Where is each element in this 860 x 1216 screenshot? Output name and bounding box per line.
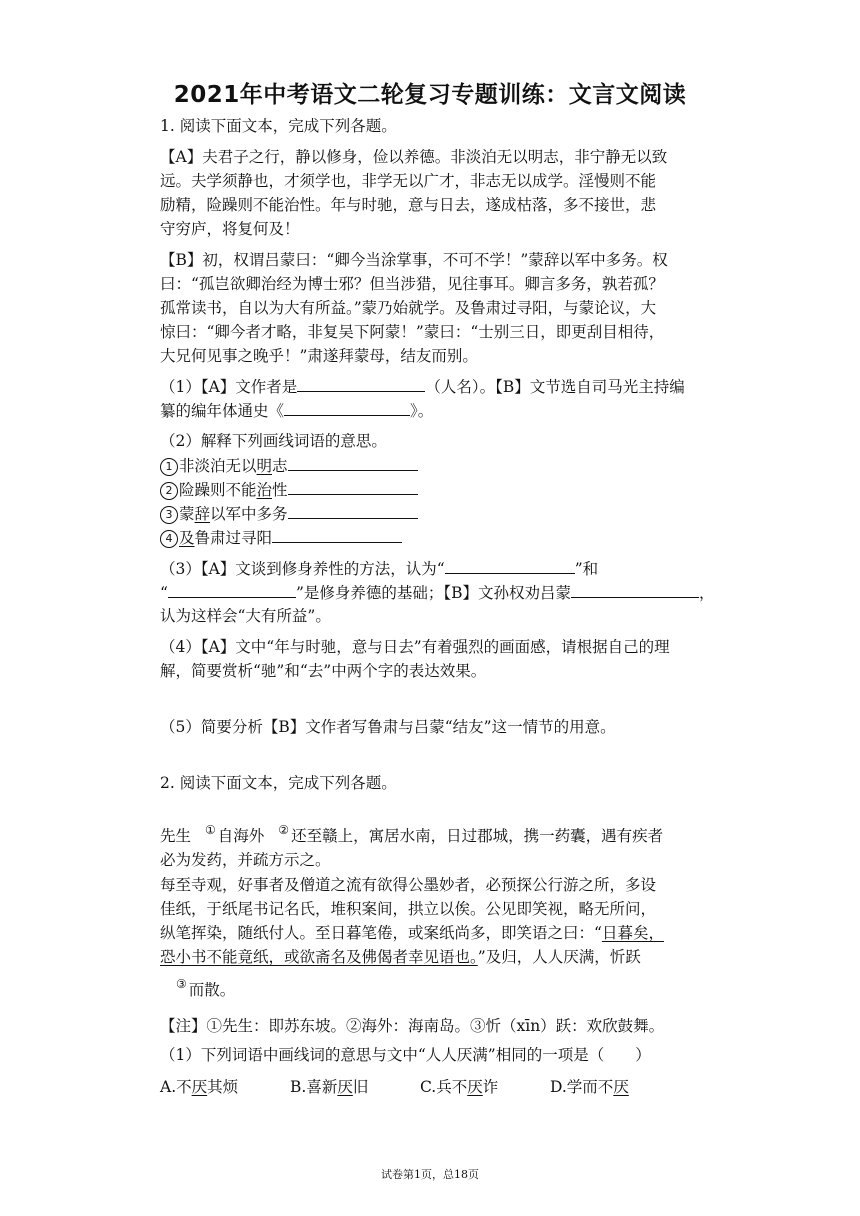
underlined-word: 厌 <box>613 1078 629 1096</box>
option-a[interactable] <box>160 1075 238 1099</box>
q2-paragraph-2-line: 佳纸，于纸尾书记名氏，堆积案间，拱立以俟。公见即笑视，略无所问， <box>160 900 657 918</box>
underlined-word: 明 <box>256 457 273 475</box>
page-title: 2021年中考语文二轮复习专题训练：文言文阅读 <box>173 82 687 108</box>
q2-intro: 2. 阅读下面文本，完成下列各题。 <box>160 774 397 792</box>
q1-sub4-text: （4）【A】文中“年与时驰，意与日去”有着强烈的画面感，请根据自己的理 <box>160 638 670 656</box>
q1-passage-a-line: 励精，险躁则不能治性。年与时驰，意与日去，遂成枯落，多不接世，悲 <box>160 196 657 214</box>
item-text: 非淡泊无以 <box>179 457 257 475</box>
q1-passage-a-line: 守穷庐，将复何及！ <box>160 220 300 238</box>
item-text: 险躁则不能 <box>179 481 257 499</box>
q1-passage-b-line: 大兄何见事之晚乎！”肃遂拜蒙母，结友而别。 <box>160 347 478 365</box>
q1-sub3-line <box>160 580 715 605</box>
q1-sub1-line <box>160 398 433 423</box>
option-text: C.兵不 <box>420 1078 468 1096</box>
method-answer-blank[interactable] <box>445 556 575 574</box>
item-text: 志 <box>272 457 288 475</box>
q2-sub1-text: （1）下列词语中画线词的意思与文中“人人厌满”相同的一项是（ ） <box>160 1046 651 1064</box>
q2-paragraph-2-line: 每至寺观，好事者及僧道之流有欲得公墨妙者，必预探公行游之所，多设 <box>160 876 657 894</box>
option-text: A.不 <box>160 1078 192 1096</box>
option-c[interactable] <box>420 1075 498 1099</box>
q1-sub1-text: （人名）。【B】文节选自司马光主持编 <box>425 378 685 396</box>
q1-passage-b-line: 曰：“孤岂欲卿治经为博士邪？但当涉猎，见往事耳。卿言多务，孰若孤？ <box>160 275 664 293</box>
underlined-word: 厌 <box>337 1078 353 1096</box>
q1-sub4-text: 解，简要赏析“驰”和“去”中两个字的表达效果。 <box>160 662 487 680</box>
option-d[interactable] <box>550 1075 629 1099</box>
word-item <box>160 477 418 502</box>
q2-text: ”及归，人人厌满，忻跃 <box>477 948 641 966</box>
item-text: 以军中多务 <box>210 505 288 523</box>
item-number: 2 <box>160 482 178 500</box>
option-text: 诈 <box>482 1078 499 1096</box>
word-item <box>160 453 418 478</box>
q2-paragraph-1-line <box>160 818 663 848</box>
q1-sub1-text: （1）【A】文作者是 <box>160 378 298 396</box>
q1-sub2: （2）解释下列画线词语的意思。 <box>160 432 387 450</box>
page-footer: 试卷第1页，总18页 <box>381 1168 479 1181</box>
book-answer-blank[interactable] <box>284 398 410 416</box>
q1-passage-a-line: 远。夫学须静也，才须学也，非学无以广才，非志无以成学。淫慢则不能 <box>160 172 657 190</box>
q1-passage-b-line: 孤常读书，自以为大有所益。”蒙乃始就学。及鲁肃过寻阳，与蒙论议，大 <box>160 299 657 317</box>
item-text: 鲁肃过寻阳 <box>194 529 273 547</box>
q2-paragraph-2-line <box>160 945 641 969</box>
word-item <box>160 525 402 550</box>
author-answer-blank[interactable] <box>297 374 425 392</box>
q1-sub3-text: ”是修身养德的基础；【B】文孙权劝吕蒙 <box>295 584 572 602</box>
word-item <box>160 501 418 526</box>
q2-notes: 【注】①先生：即苏东坡。②海外：海南岛。③忻（xīn）跃：欢欣鼓舞。 <box>160 1017 665 1035</box>
q1-sub3-text: “ <box>160 584 168 602</box>
q1-sub3-text: 认为这样会“大有所益”。 <box>160 607 331 625</box>
advice-answer-blank[interactable] <box>571 580 699 598</box>
item-text: 性 <box>272 481 288 499</box>
q1-sub1-line <box>160 374 685 399</box>
q2-text: 自海外 <box>217 827 265 845</box>
q1-passage-b-line: 惊曰：“卿今者才略，非复吴下阿蒙！”蒙曰：“士别三日，即更刮目相待， <box>160 323 665 341</box>
underlined-word: 及 <box>179 529 195 547</box>
q1-passage-a-line: 【A】夫君子之行，静以修身，俭以养德。非淡泊无以明志，非宁静无以致 <box>160 148 668 166</box>
q2-text: 而散。 <box>188 981 236 999</box>
q1-sub1-text: 》。 <box>410 402 434 420</box>
q2-text: 先生 <box>160 827 192 845</box>
q2-text: 还至赣上，寓居水南，日过郡城，携一药囊，遇有疾者 <box>291 827 664 845</box>
q1-intro: 1. 阅读下面文本，完成下列各题。 <box>160 117 397 135</box>
answer-blank[interactable] <box>288 501 418 519</box>
answer-blank[interactable] <box>272 525 402 543</box>
method-answer-blank[interactable] <box>168 580 296 598</box>
option-text: 旧 <box>352 1078 369 1096</box>
option-text: 其烦 <box>207 1078 239 1096</box>
q2-paragraph-2-line <box>160 921 664 945</box>
q2-paragraph-2-line <box>162 972 235 1002</box>
item-number: 1 <box>160 458 178 476</box>
option-text: B.喜新 <box>290 1078 338 1096</box>
underlined-word: 厌 <box>467 1078 483 1096</box>
option-text: D.学而不 <box>550 1078 614 1096</box>
q2-paragraph-1-line: 必为发药，并疏方示之。 <box>160 851 331 869</box>
q2-text: 纵笔挥染，随纸付人。至日暮笔倦，或案纸尚多，即笑语之曰：“ <box>160 924 602 942</box>
underlined-word: 辞 <box>194 505 211 523</box>
q1-sub3-text: ”和 <box>574 560 599 578</box>
q1-sub3-text: （3）【A】文谈到修身养性的方法，认为“ <box>160 560 445 578</box>
answer-blank[interactable] <box>288 453 418 471</box>
item-text: 蒙 <box>179 505 195 523</box>
note-marker: ③ <box>176 977 187 991</box>
q1-sub5-text: （5）简要分析【B】文作者写鲁肃与吕蒙“结友”这一情节的用意。 <box>160 718 616 736</box>
note-marker: ① <box>205 823 216 837</box>
note-marker: ② <box>278 823 290 837</box>
item-number: 3 <box>160 506 178 524</box>
q1-sub3-line <box>160 556 598 581</box>
q1-sub3-text: ， <box>699 584 715 602</box>
q1-sub1-text: 纂的编年体通史《 <box>160 402 285 420</box>
underlined-sentence: 恐小书不能竟纸，或欲斋名及佛偈者幸见语也。 <box>160 948 478 966</box>
underlined-word: 厌 <box>191 1078 208 1096</box>
underlined-sentence: 日暮矣， <box>601 924 664 942</box>
underlined-word: 治 <box>256 481 273 499</box>
q1-passage-b-line: 【B】初，权谓吕蒙曰：“卿今当涂掌事，不可不学！”蒙辞以军中多务。权 <box>160 251 668 269</box>
answer-blank[interactable] <box>288 477 418 495</box>
item-number: 4 <box>160 530 178 548</box>
option-b[interactable] <box>290 1075 368 1099</box>
